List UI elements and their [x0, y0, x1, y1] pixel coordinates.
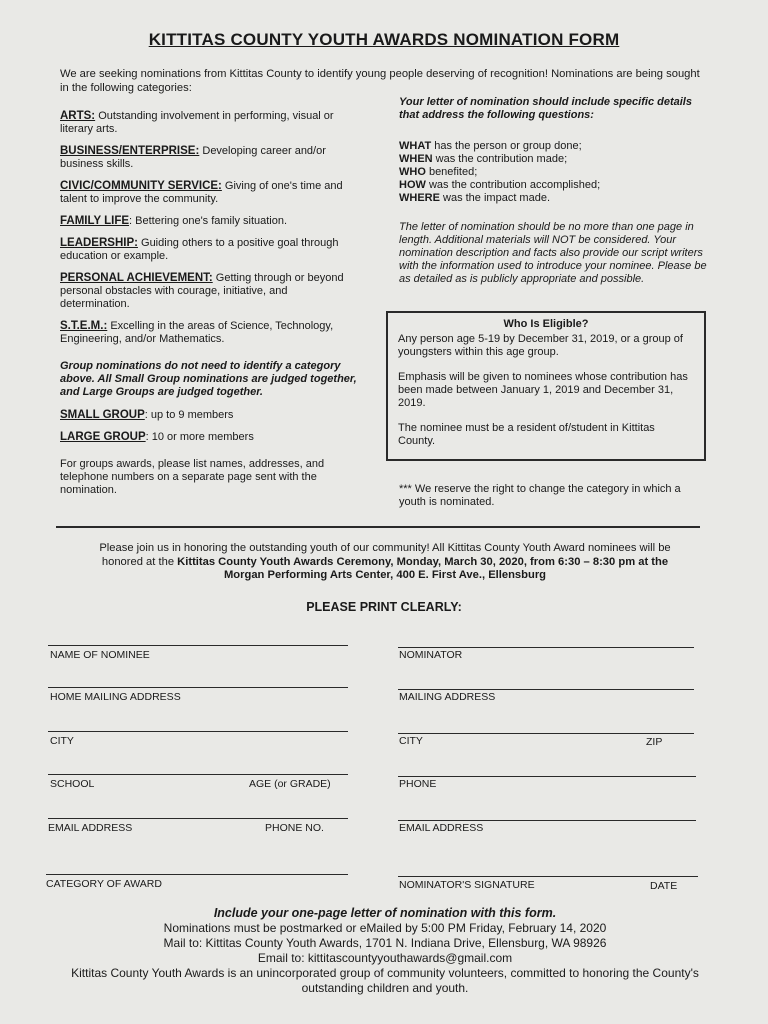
question-who: WHO benefited;	[399, 166, 478, 178]
question-when: WHEN was the contribution made;	[399, 153, 568, 165]
category-leadership: LEADERSHIP: Guiding others to a positive goal through education or example.	[60, 237, 339, 262]
school-label: SCHOOL	[50, 778, 95, 790]
questions-column	[399, 96, 709, 286]
questions-heading: Your letter of nomination should include specific details that address the following questions:	[399, 96, 692, 121]
question-how: HOW was the contribution accomplished;	[399, 179, 601, 191]
question-where: WHERE was the impact made.	[399, 192, 551, 204]
category-label: CATEGORY OF AWARD	[46, 878, 162, 890]
school-age-line[interactable]	[48, 774, 348, 775]
nominator-email-line[interactable]	[398, 820, 696, 821]
deadline-note: Nominations must be postmarked or eMailed by 5:00 PM Friday, February 14, 2020	[163, 921, 607, 935]
print-clearly-heading: PLEASE PRINT CLEARLY:	[306, 600, 462, 614]
nominator-city-zip-line[interactable]	[398, 733, 694, 734]
nominator-email-label: EMAIL ADDRESS	[399, 822, 484, 834]
ceremony-line-3: Morgan Performing Arts Center, 400 E. First Ave., Ellensburg	[223, 569, 547, 581]
nominator-label: NOMINATOR	[399, 649, 463, 661]
eligibility-title: Who Is Eligible?	[503, 318, 589, 330]
category-business: BUSINESS/ENTERPRISE: Developing career and/or business skills.	[60, 145, 326, 170]
categories-column	[60, 110, 360, 497]
footer-info	[40, 906, 730, 996]
large-group-info: LARGE GROUP: 10 or more members	[60, 431, 254, 443]
category-family-life: FAMILY LIFE: Bettering one's family situation.	[60, 215, 288, 227]
mail-to-address: Mail to: Kittitas County Youth Awards, 1701 N. Indiana Drive, Ellensburg, WA 98926	[163, 936, 607, 950]
nominator-line[interactable]	[398, 647, 694, 648]
letter-length-note: The letter of nomination should be no more than one page in length. Additional materials will NOT be considered. Your nomination description and facts also provide our script writers with the information used to introduce your nominee. Please be as detailed as is publicly appropriate and possible.	[399, 221, 707, 285]
date-label: DATE	[650, 880, 678, 892]
nominee-city-label: CITY	[50, 735, 74, 747]
eligibility-emphasis: Emphasis will be given to nominees whose contribution has been made between January 1, 2019 and December 31, 2019.	[398, 371, 688, 409]
nominee-name-label: NAME OF NOMINEE	[50, 649, 150, 661]
nominee-phone-label: PHONE NO.	[265, 822, 324, 834]
nominator-city-label: CITY	[399, 735, 423, 747]
ceremony-info	[60, 542, 710, 583]
small-group-info: SMALL GROUP: up to 9 members	[60, 409, 234, 421]
category-arts: ARTS: Outstanding involvement in performing, visual or literary arts.	[60, 110, 334, 135]
organization-about: Kittitas County Youth Awards is an unincorporated group of community volunteers, committed to honoring the County's outstanding children and youth.	[71, 966, 699, 995]
nominee-email-phone-line[interactable]	[48, 818, 348, 819]
nominee-email-label: EMAIL ADDRESS	[48, 822, 133, 834]
reserve-right-note: *** We reserve the right to change the category in which a youth is nominated.	[399, 483, 681, 508]
eligibility-box	[386, 311, 706, 461]
category-line[interactable]	[46, 874, 348, 875]
nominator-address-label: MAILING ADDRESS	[399, 691, 496, 703]
group-instructions: For groups awards, please list names, addresses, and telephone numbers on a separate page sent with the nomination.	[60, 458, 325, 496]
page-title: KITTITAS COUNTY YOUTH AWARDS NOMINATION FORM	[148, 30, 620, 49]
category-civic: CIVIC/COMMUNITY SERVICE: Giving of one's time and talent to improve the community.	[60, 180, 343, 205]
home-address-line[interactable]	[48, 687, 348, 688]
eligibility-residency: The nominee must be a resident of/student in Kittitas County.	[398, 422, 655, 447]
section-divider	[56, 526, 700, 528]
nominee-name-line[interactable]	[48, 645, 348, 646]
question-what: WHAT has the person or group done;	[399, 140, 582, 152]
questions-list	[399, 140, 709, 205]
signature-date-line[interactable]	[398, 876, 698, 877]
nominator-zip-label: ZIP	[646, 736, 663, 748]
signature-label: NOMINATOR'S SIGNATURE	[399, 879, 535, 891]
eligibility-age: Any person age 5-19 by December 31, 2019, or a group of youngsters within this age group.	[398, 333, 683, 358]
ceremony-line-2: honored at the Kittitas County Youth Awards Ceremony, Monday, March 30, 2020, from 6:30 – 8:30 pm at the	[101, 555, 669, 568]
nominee-city-line[interactable]	[48, 731, 348, 732]
include-letter-note: Include your one-page letter of nomination with this form.	[213, 906, 557, 920]
age-grade-label: AGE (or GRADE)	[249, 778, 331, 790]
intro-text: We are seeking nominations from Kittitas County to identify young people deserving of recognition! Nominations are being sought in the following categories:	[60, 68, 700, 94]
category-personal-achievement: PERSONAL ACHIEVEMENT: Getting through or beyond personal obstacles with courage, initiative, and determination.	[60, 272, 344, 310]
nominator-phone-label: PHONE	[399, 778, 437, 790]
ceremony-line-1: Please join us in honoring the outstanding youth of our community! All Kittitas County Youth Award nominees will be	[99, 542, 671, 554]
nominator-address-line[interactable]	[398, 689, 694, 690]
group-nomination-note: Group nominations do not need to identify a category above. All Small Group nominations are judged together, and Large Groups are judged together.	[60, 360, 357, 398]
nominator-phone-line[interactable]	[398, 776, 696, 777]
email-to-address: Email to: kittitascountyyouthawards@gmail.com	[257, 951, 513, 965]
category-stem: S.T.E.M.: Excelling in the areas of Science, Technology, Engineering, and/or Mathematics.	[60, 320, 334, 345]
home-address-label: HOME MAILING ADDRESS	[50, 691, 181, 703]
